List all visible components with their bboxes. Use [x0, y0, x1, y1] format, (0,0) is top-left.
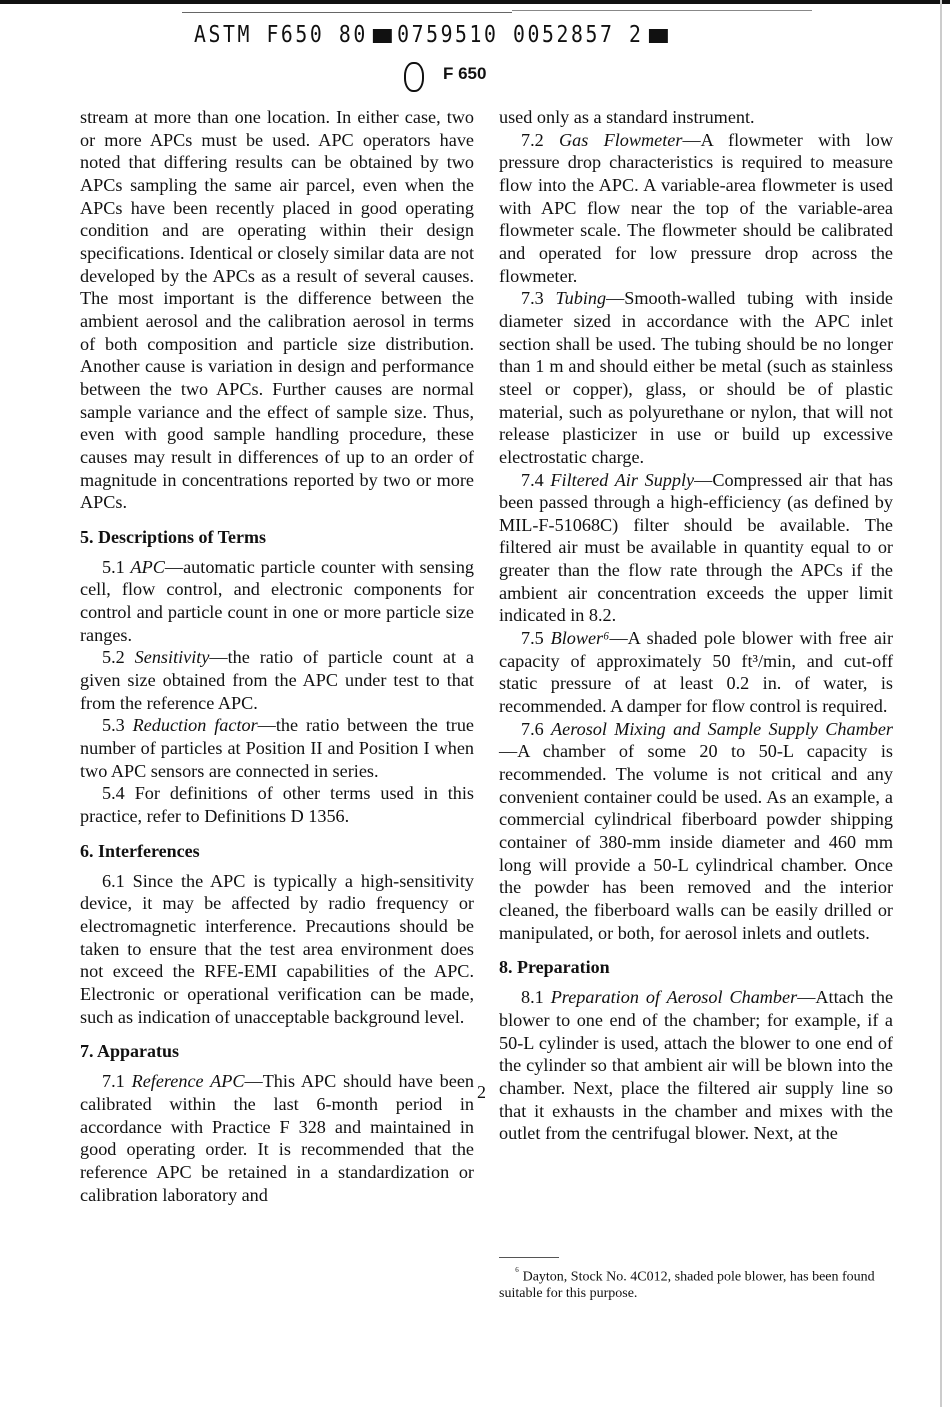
scan-header-prefix: ASTM F650 80 — [194, 22, 368, 48]
paragraph-text: —This APC should have been calibrated within the last 6-month period in accordance with Practice F 328 and maintained in good operating order. It is recommended that the reference APC be retained in a standardization or calibration laboratory and — [80, 1071, 474, 1205]
defined-term: Reduction factor — [132, 715, 258, 736]
paragraph-number: 7.6 — [521, 718, 544, 739]
paragraph-text: —Attach the blower to one end of the chamber; for example, if a 50-L cylinder is used, attach the blower to one end of the cylinder so that ambient air will be blown into the chamber. Next, place the filtered air supply line so that it exhausts in the chamber and mixes with the outlet from the centrifugal blower. Next, at the — [499, 987, 894, 1144]
footnote-text: Dayton, Stock No. 4C012, shaded pole blower, has been found suitable for this purpose. — [499, 1269, 875, 1301]
paragraph — [499, 129, 893, 288]
defined-term: Tubing — [555, 288, 607, 309]
paragraph-text: stream at more than one location. In either case, two or more APCs must be used. APC operators have noted that differing results can be obtained by two APCs sampling the same air parcel, even when the APCs have been recently placed in good operating condition and are operating within their design specifications. Identical or closely similar data are not developed by the APCs as a result of several causes. The most important is the difference between the ambient aerosol and the calibration aerosol in terms of both composition and particle size distribution. Another cause is variation in design and performance between the two APCs. Further causes are normal sample variance and the effect of sample size. Thus, even with good sample handling procedure, these causes may result in differences of up to an order of magnitude in concentrations reported by two or more APCs. — [80, 107, 474, 513]
paragraph-number: 6.1 — [102, 870, 125, 891]
paragraph — [499, 627, 893, 718]
paragraph-number: 7.3 — [521, 288, 544, 309]
defined-term: Gas Flowmeter — [559, 129, 683, 150]
paragraph-number: 5.1 — [102, 556, 125, 577]
section-heading: 6. Interferences — [80, 840, 200, 861]
paragraph — [80, 870, 474, 1029]
paragraph — [80, 646, 474, 714]
scan-header — [194, 22, 673, 48]
paragraph — [80, 1070, 474, 1206]
paragraph-text: —A flowmeter with low pressure drop characteristics is required to measure flow into the APC. A variable-area flowmeter is used with APC flow near the top of the variable-area flowmeter scale. The flowmeter should be calibrated and operated for low pressure drop across the flowmeter. — [499, 129, 893, 286]
paragraph-text: Since the APC is typically a high-sensitivity device, it may be affected by radio frequency or electromagnetic interference. Precautions should be taken to ensure that the test area environment does not exceed the RFE-EMI capabilities of the APC. Electronic or operational verification can be made, such as indication of unacceptable background level. — [80, 870, 475, 1027]
black-block — [373, 29, 392, 43]
paragraph-text: For definitions of other terms used in this practice, refer to Definitions D 1356. — [80, 783, 475, 827]
paragraph — [499, 718, 893, 945]
paragraph — [80, 556, 474, 647]
paragraph — [499, 986, 893, 1145]
defined-term: Blower⁶ — [550, 628, 610, 649]
footnote-rule — [499, 1257, 559, 1258]
paragraph-text: used only as a standard instrument. — [499, 107, 755, 127]
paragraph-number: 7.1 — [102, 1071, 125, 1092]
black-block — [649, 29, 668, 43]
section-heading: 5. Descriptions of Terms — [80, 526, 266, 547]
paragraph-text: —the ratio between the true number of particles at Position II and Position I when two APC sensors are connected in series. — [80, 715, 474, 781]
footnote — [499, 1264, 895, 1302]
paragraph-number: 5.2 — [102, 647, 125, 668]
page-number: 2 — [477, 1082, 486, 1102]
astm-logo — [404, 62, 424, 92]
paragraph-text: —A shaded pole blower with free air capacity of approximately 50 ft³/min, and cut-off static pressure of at least 0.2 in. of water, is recommended. A damper for flow control is required. — [499, 628, 893, 717]
scan-header-suffix: 2 — [628, 22, 644, 48]
paragraph-number: 5.3 — [102, 715, 125, 736]
paragraph — [499, 287, 893, 468]
defined-term: Reference APC — [131, 1071, 245, 1092]
paragraph-text: —A chamber of some 20 to 50-L capacity is recommended. The volume is not critical and any convenient container could be used. As an example, a commercial cylindrical fiberboard powder shipping container of 380-mm inside diameter and 460 mm long will provide a 50-L cylindrical chamber. Once the powder has been removed and the interior cleaned, the fiberboard walls can be easily drilled or manipulated, or both, for aerosol inlets and outlets. — [499, 741, 893, 943]
section-heading: 7. Apparatus — [80, 1041, 180, 1062]
paragraph-number: 7.5 — [521, 628, 544, 649]
defined-term: Sensitivity — [134, 647, 210, 668]
paragraph-text: —the ratio of particle count at a given size obtained from the APC under test to that from the reference APC. — [80, 647, 474, 713]
scan-rule — [512, 10, 812, 11]
paragraph-number: 8.1 — [521, 987, 544, 1008]
paragraph-text: —Compressed air that has been passed through a high-efficiency (as defined by MIL-F-51068C) filter should be available. The filtered air must be available in quantity equal to or greater than the flow rate through the APCs if the ambient air concentration exceeds the upper limit indicated in 8.2. — [499, 469, 893, 626]
paragraph-number: 5.4 — [102, 783, 125, 804]
defined-term: Preparation of Aerosol Chamber — [550, 987, 798, 1008]
document-designation: F 650 — [443, 64, 487, 83]
scan-rule — [182, 12, 512, 13]
paragraph-text: —Smooth-walled tubing with inside diameter sized in accordance with the APC inlet section shall be used. The tubing should be no longer than 1 m and should either be metal (such as stainless steel or copper), glass, or should be of plastic material, such as polyurethane or nylon, that will not release plasticizer in use or build up excessive electrostatic charge. — [499, 288, 893, 467]
left-column — [80, 106, 474, 1206]
footnote-mark: ⁶ — [515, 1265, 520, 1278]
paragraph — [80, 782, 474, 827]
paragraph-number: 7.4 — [521, 469, 544, 490]
scan-header-code2: 0052857 — [513, 22, 615, 48]
scan-top-edge — [0, 0, 950, 4]
paragraph-number: 7.2 — [521, 129, 544, 150]
defined-term: Filtered Air Supply — [550, 469, 695, 490]
paragraph-text: —automatic particle counter with sensing cell, flow control, and electronic components for control and particle count in one or more particle size ranges. — [80, 556, 475, 645]
scan-right-edge — [940, 0, 942, 1407]
section-heading: 8. Preparation — [499, 957, 610, 978]
defined-term: Aerosol Mixing and Sample Supply Chamber — [551, 718, 893, 739]
right-column — [499, 106, 893, 1145]
paragraph — [80, 106, 474, 514]
scan-header-code1: 0759510 — [397, 22, 499, 48]
defined-term: APC — [130, 556, 165, 577]
paragraph — [499, 469, 893, 628]
paragraph — [80, 714, 474, 782]
paragraph — [499, 106, 893, 129]
